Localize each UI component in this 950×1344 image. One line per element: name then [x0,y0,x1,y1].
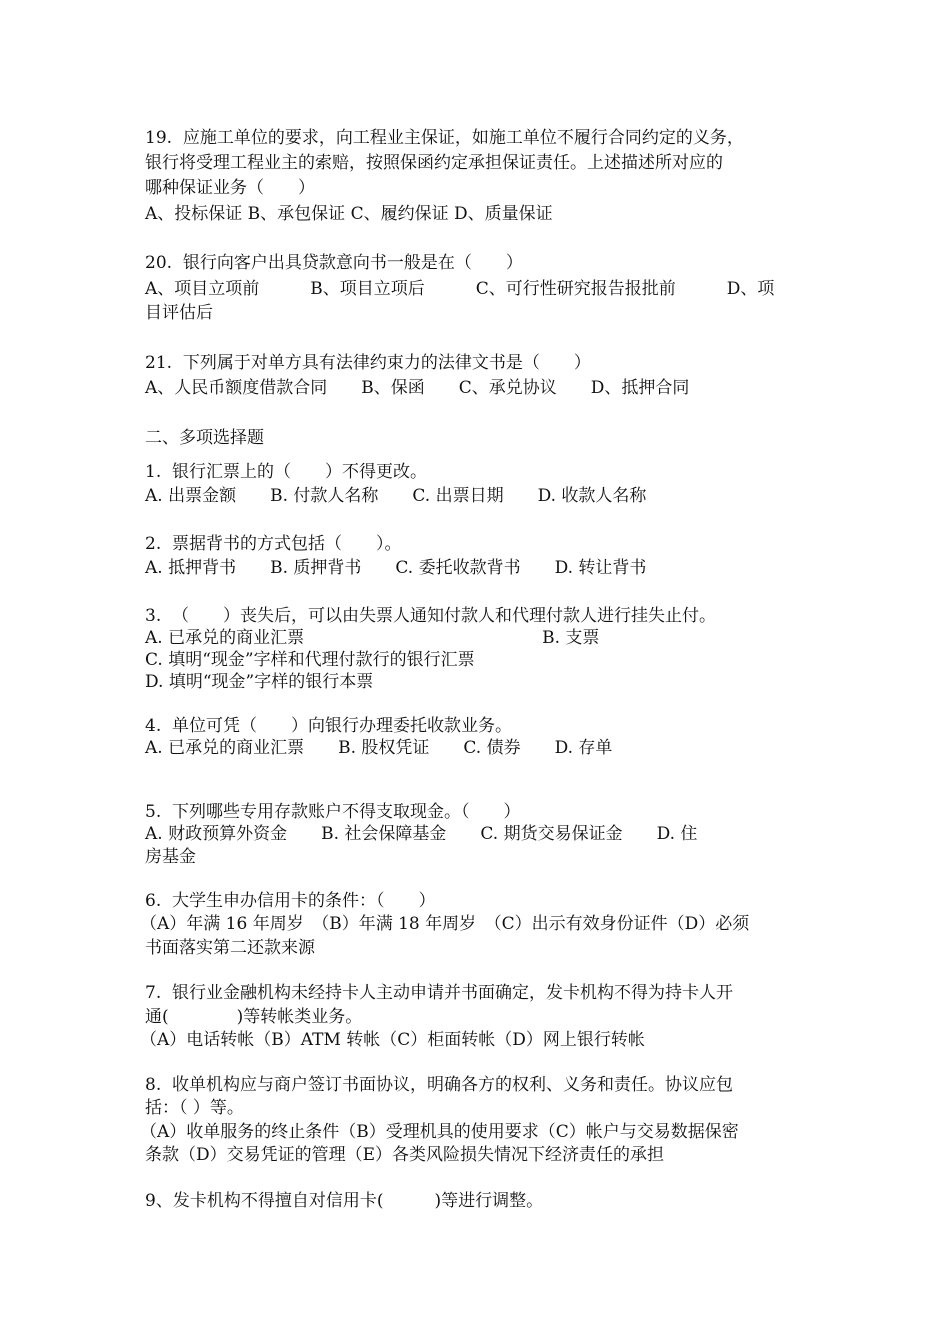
m8-options: （A）收单服务的终止条件（B）受理机具的使用要求（C）帐户与交易数据保密 [140,1122,739,1142]
m2-options: A. 抵押背书 B. 质押背书 C. 委托收款背书 D. 转让背书 [145,558,647,578]
q20-options-cont: 目评估后 [145,303,213,323]
section-heading: 二、多项选择题 [145,428,264,448]
m5-line1: 5. 下列哪些专用存款账户不得支取现金。（ ） [145,802,521,822]
m3-line1: 3. （ ）丧失后，可以由失票人通知付款人和代理付款人进行挂失止付。 [145,606,717,626]
m4-line1: 4. 单位可凭（ ）向银行办理委托收款业务。 [145,716,513,736]
q20-line1: 20. 银行向客户出具贷款意向书一般是在（ ） [145,253,523,273]
m8-line2: 括：（ ）等。 [145,1098,244,1118]
m5-options-cont: 房基金 [145,847,196,867]
m6-options-cont: 书面落实第二还款来源 [145,938,315,958]
q19-options: A、投标保证 B、承包保证 C、履约保证 D、质量保证 [145,204,553,224]
m9-line1: 9、发卡机构不得擅自对信用卡( )等进行调整。 [145,1191,544,1211]
m6-options: （A）年满 16 年周岁 （B）年满 18 年周岁 （C）出示有效身份证件（D）必须 [140,914,750,934]
m7-line2: 通( )等转帐类业务。 [145,1007,363,1027]
q19-line1: 19. 应施工单位的要求，向工程业主保证，如施工单位不履行合同约定的义务， [145,128,744,148]
m3-option-ab: A. 已承兑的商业汇票 B. 支票 [145,628,600,648]
m4-options: A. 已承兑的商业汇票 B. 股权凭证 C. 债券 D. 存单 [145,738,613,758]
m3-option-c: C. 填明“现金”字样和代理付款行的银行汇票 [145,650,475,670]
q21-options: A、人民币额度借款合同 B、保函 C、承兑协议 D、抵押合同 [145,378,690,398]
q20-options: A、项目立项前 B、项目立项后 C、可行性研究报告报批前 D、项 [145,279,775,299]
m8-options-cont: 条款（D）交易凭证的管理（E）各类风险损失情况下经济责任的承担 [145,1145,665,1165]
q19-line2: 银行将受理工程业主的索赔，按照保函约定承担保证责任。上述描述所对应的 [145,153,723,173]
m8-line1: 8. 收单机构应与商户签订书面协议，明确各方的权利、义务和责任。协议应包 [145,1075,734,1095]
m7-options: （A）电话转帐（B）ATM 转帐（C）柜面转帐（D）网上银行转帐 [140,1030,645,1050]
m2-line1: 2. 票据背书的方式包括（ ）。 [145,534,402,554]
m1-options: A. 出票金额 B. 付款人名称 C. 出票日期 D. 收款人名称 [145,486,647,506]
q19-line3: 哪种保证业务（ ） [145,178,315,198]
q21-line1: 21. 下列属于对单方具有法律约束力的法律文书是（ ） [145,353,591,373]
m5-options: A. 财政预算外资金 B. 社会保障基金 C. 期货交易保证金 D. 住 [145,824,698,844]
m6-line1: 6. 大学生申办信用卡的条件：（ ） [145,891,436,911]
m3-option-d: D. 填明“现金”字样的银行本票 [145,672,374,692]
m7-line1: 7. 银行业金融机构未经持卡人主动申请并书面确定，发卡机构不得为持卡人开 [145,983,734,1003]
m1-line1: 1. 银行汇票上的（ ）不得更改。 [145,462,428,482]
